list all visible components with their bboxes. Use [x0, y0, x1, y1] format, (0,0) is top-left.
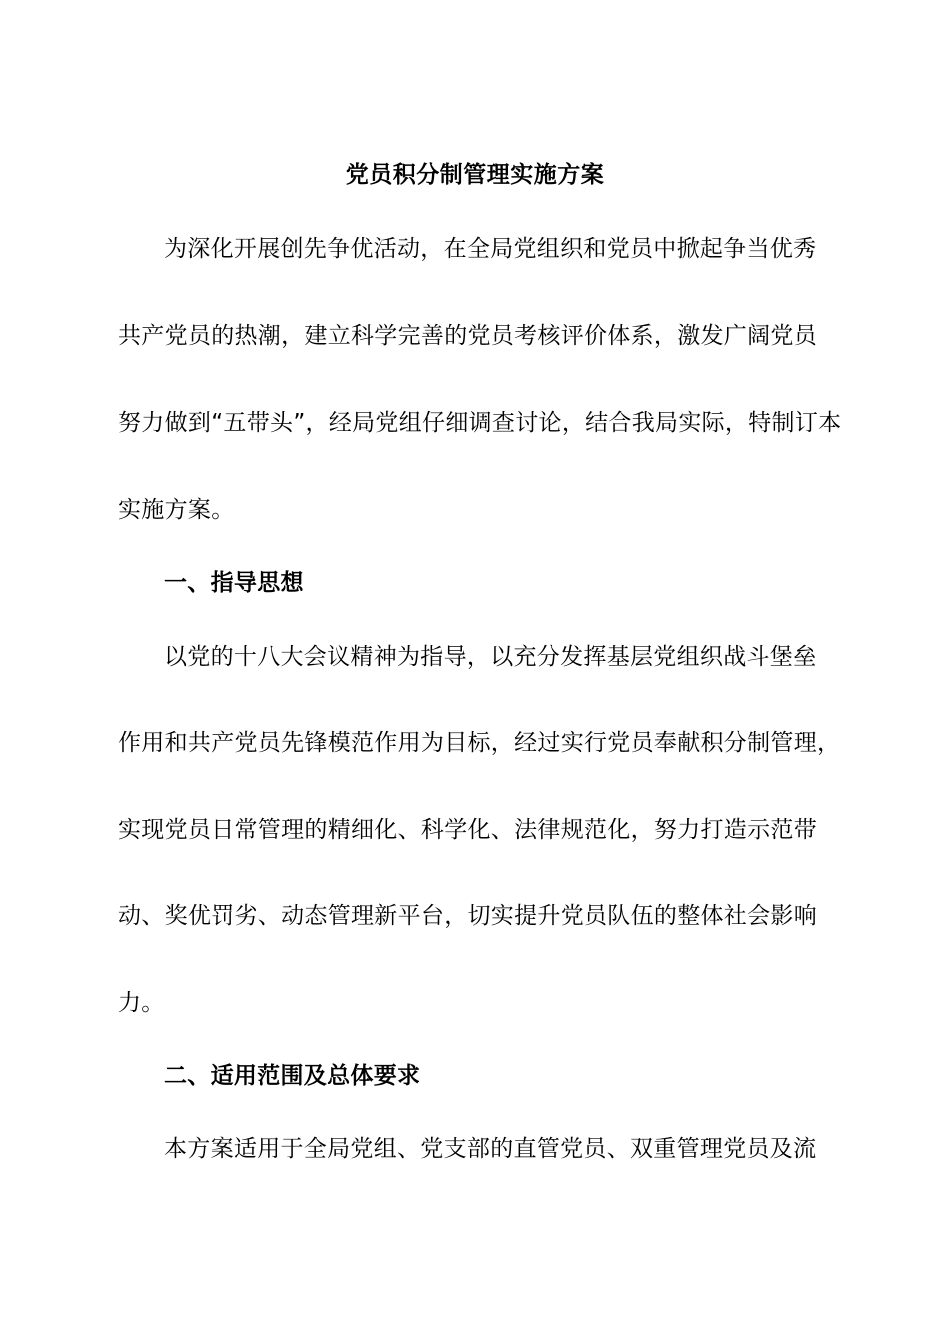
- intro-line-4: 实施方案。: [118, 497, 235, 523]
- section1-line-1: 以党的十八大会议精神为指导，以充分发挥基层党组织战斗堡垒: [164, 644, 817, 670]
- section2-heading: 二、适用范围及总体要求: [164, 1063, 421, 1089]
- section1-line-3: 实现党员日常管理的精细化、科学化、法律规范化，努力打造示范带: [118, 817, 817, 843]
- intro-line-1: 为深化开展创先争优活动，在全局党组织和党员中掀起争当优秀: [164, 236, 817, 262]
- document-title: 党员积分制管理实施方案: [345, 162, 605, 188]
- intro-line-2: 共产党员的热潮，建立科学完善的党员考核评价体系，激发广阔党员: [118, 323, 817, 349]
- section1-line-5: 力。: [118, 990, 165, 1016]
- section1-line-4: 动、奖优罚劣、动态管理新平台，切实提升党员队伍的整体社会影响: [118, 903, 817, 929]
- intro-line-3: 努力做到“五带头”，经局党组仔细调查讨论，结合我局实际，特制订本: [118, 410, 842, 436]
- section1-line-2: 作用和共产党员先锋模范作用为目标，经过实行党员奉献积分制管理，: [118, 730, 841, 756]
- section2-line-1: 本方案适用于全局党组、党支部的直管党员、双重管理党员及流: [164, 1136, 817, 1162]
- section1-heading: 一、指导思想: [164, 570, 304, 596]
